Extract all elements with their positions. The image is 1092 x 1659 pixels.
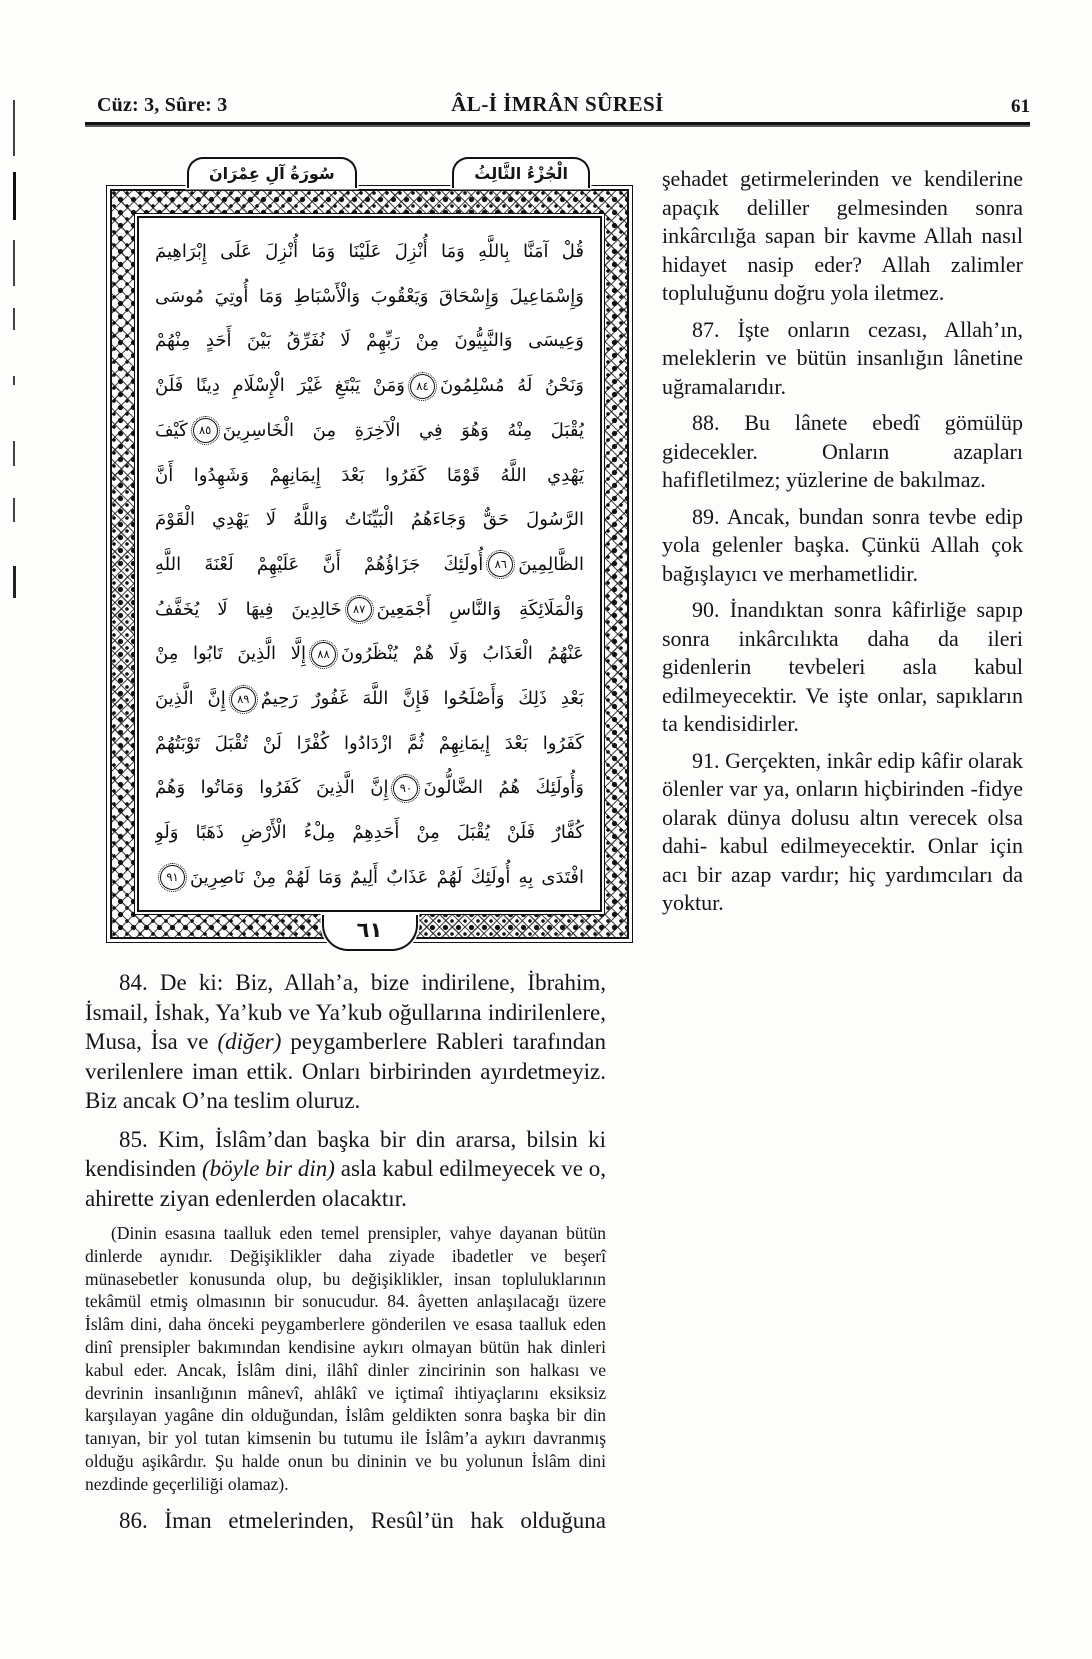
ayah-number-medallion: ٨٧ xyxy=(347,597,372,622)
header-juz-sura-label: Cüz: 3, Sûre: 3 xyxy=(97,94,228,116)
scan-margin-mark xyxy=(13,498,15,522)
scan-margin-mark xyxy=(13,100,15,156)
quran-line: يُقْبَلَ مِنْهُ وَهُوَ فِي الْآخِرَةِ مِنَ الْخَاسِرِينَ٨٥كَيْفَ xyxy=(155,409,584,453)
scan-margin-mark xyxy=(13,566,16,598)
verse-paragraph: 86. İman etmelerinden, Resûl’ün hak olduğuna xyxy=(119,1507,606,1533)
ornamental-border xyxy=(110,189,629,939)
translation-column-right xyxy=(662,165,1023,926)
quran-line: كَفَرُوا بَعْدَ إِيمَانِهِمْ ثُمَّ ازْدَادُوا كُفْرًا لَنْ تُقْبَلَ تَوْبَتُهُمْ xyxy=(155,732,584,754)
verse-paragraph: 89. Ancak, bundan sonra tevbe edip yola gelenler başka. Çünkü Allah çok bağışlayıcı ve merhametlidir. xyxy=(662,503,1023,586)
quran-line: الظَّالِمِينَ٨٦أُولَئِكَ جَزَاؤُهُمْ أَنَّ عَلَيْهِمْ لَعْنَةَ اللَّهِ xyxy=(155,543,584,587)
quran-line: قُلْ آمَنَّا بِاللَّهِ وَمَا أُنْزِلَ عَلَيْنَا وَمَا أُنْزِلَ عَلَى إِبْرَاهِيمَ xyxy=(155,241,584,262)
ayah-number-medallion: ٩٠ xyxy=(393,776,418,801)
arabic-page-number-cartouche: ٦١ xyxy=(322,915,418,951)
quran-line: وَعِيسَى وَالنَّبِيُّونَ مِنْ رَبِّهِمْ لَا نُفَرِّقُ بَيْنَ أَحَدٍ مِنْهُمْ xyxy=(155,330,584,352)
scan-margin-mark xyxy=(13,441,15,466)
verse-paragraph: 87. İşte onların cezası, Allah’ın, meleklerin ve bütün insanlığın lânetine uğramalarıdır. xyxy=(662,316,1023,399)
juz-cartouche: الْجُزْءُ الثَّالِثُ xyxy=(452,157,590,188)
verse-paragraph: 90. İnandıktan sonra kâfirliğe sapıp sonra inkârcılıkta daha da ileri gidenlerin tevbeleri asla kabul edilmeyecektir. Ve işte onlar, sapıkların ta kendisidirler. xyxy=(662,597,1023,736)
ayah-number-medallion: ٨٨ xyxy=(311,642,336,667)
translation-column-left xyxy=(85,968,606,1535)
scan-margin-mark xyxy=(13,240,15,286)
verse-paragraph: 88. Bu lânete ebedî gömülüp gidecekler. Onların azapları hafifletilmez; yüzlerine de bakılmaz. xyxy=(662,410,1023,492)
scan-margin-mark xyxy=(13,308,15,330)
ayah-number-medallion: ٨٤ xyxy=(410,374,435,399)
quran-line: وَالْمَلَائِكَةِ وَالنَّاسِ أَجْمَعِينَ٨٧خَالِدِينَ فِيهَا لَا يُخَفَّفُ xyxy=(155,588,584,632)
ayah-number-medallion: ٨٥ xyxy=(193,418,218,443)
ayah-number-medallion: ٩١ xyxy=(160,865,185,890)
ayah-number-medallion: ٨٦ xyxy=(488,552,513,577)
sura-cartouche: سُورَةُ آلِ عِمْرَانَ xyxy=(187,157,357,188)
quran-page-frame xyxy=(106,164,633,943)
arabic-text-block xyxy=(137,216,602,912)
verse-paragraph: şehadet getirmelerinden ve kendilerine apaçık deliller gelmesinden sonra inkârcılığa sapan bir kavme Allah nasıl hidayet nasip eder? Allah zalimler topluluğunu doğru yola iletmez. xyxy=(662,166,1023,305)
quran-line: افْتَدَى بِهِ أُولَئِكَ لَهُمْ عَذَابٌ أَلِيمٌ وَمَا لَهُمْ مِنْ نَاصِرِينَ٩١ xyxy=(155,856,584,900)
verse-paragraph: 91. Gerçekten, inkâr edip kâfir olarak ölenler var ya, onların hiçbirinden -fidye olarak dünya dolusu altın verecek olsa dahi- kabul edilmeyecektir. Onlar için acı bir azap vardır; hiç yardımcıları da yoktur. xyxy=(662,747,1023,915)
quran-line: يَهْدِي اللَّهُ قَوْمًا كَفَرُوا بَعْدَ إِيمَانِهِمْ وَشَهِدُوا أَنَّ xyxy=(155,464,584,486)
verse-paragraph: 84. De ki: Biz, Allah’a, bize indirilene, İbrahim, İsmail, İshak, Ya’kub ve Ya’kub oğullarına indirilenlere, Musa, İsa ve (diğer) peygamberlere Rableri tarafından verilenlere iman ettik. Onları birbirinden ayırdetmeyiz. Biz ancak O’na teslim oluruz. xyxy=(85,970,607,1113)
quran-line: بَعْدِ ذَلِكَ وَأَصْلَحُوا فَإِنَّ اللَّهَ غَفُورٌ رَحِيمٌ٨٩إِنَّ الَّذِينَ xyxy=(155,677,584,721)
page-number: 61 xyxy=(1011,96,1030,117)
running-header xyxy=(85,92,1030,122)
header-rule xyxy=(85,122,1030,127)
quran-line: وَأُولَئِكَ هُمُ الضَّالُّونَ٩٠إِنَّ الَّذِينَ كَفَرُوا وَمَاتُوا وَهُمْ xyxy=(155,766,584,810)
page-title: ÂL-İ İMRÂN SÛRESİ xyxy=(451,92,664,116)
quran-line: وَنَحْنُ لَهُ مُسْلِمُونَ٨٤وَمَنْ يَبْتَغِ غَيْرَ الْإِسْلَامِ دِينًا فَلَنْ xyxy=(155,364,584,408)
quran-line: عَنْهُمُ الْعَذَابُ وَلَا هُمْ يُنْظَرُونَ٨٨إِلَّا الَّذِينَ تَابُوا مِنْ xyxy=(155,632,584,676)
quran-line: الرَّسُولَ حَقٌّ وَجَاءَهُمُ الْبَيِّنَاتُ وَاللَّهُ لَا يَهْدِي الْقَوْمَ xyxy=(155,509,584,531)
commentary-paragraph: (Dinin esasına taalluk eden temel prensipler, vahye dayanan bütün dinlerde aynıdır. Değişiklikler daha ziyade ibadetler ve beşerî münasebetler konusunda olup, bu değişiklikler, insan topluluklarının tekâmül etmiş olmasının bir sonucudur. 84. âyetten anlaşılacağı üzere İslâm dini, daha önceki peygamberlere gönderilen ve esasa taalluk eden dinî prensipler bakımından kendisine aykırı olmayan bütün hak dinleri kabul eder. Ancak, İslâm dini, ilâhî dinler zincirinin son halkası ve devrinin insanlığının mânevî, ahlâkî ve içtimaî ihtiyaçlarını eksiksiz karşılayan yagâne din olduğundan, İslâm geldikten sonra başka bir din tanıyan, bir yol tutan kimsenin bu tutumu ile İslâm’a aykırı davranmış olduğu aşikârdır. Şu halde onun bu dininin ve bu yolunun İslâm dini nezdinde geçerliliği olamaz). xyxy=(85,1223,606,1494)
quran-line: وَإِسْمَاعِيلَ وَإِسْحَاقَ وَيَعْقُوبَ وَالْأَسْبَاطِ وَمَا أُوتِيَ مُوسَى xyxy=(155,285,584,307)
verse-paragraph: 85. Kim, İslâm’dan başka bir din ararsa, bilsin ki kendisinden (böyle bir din) asla kabul edilmeyecek ve o, ahirette ziyan edenlerden olacaktır. xyxy=(85,1126,607,1211)
quran-line: كُفَّارٌ فَلَنْ يُقْبَلَ مِنْ أَحَدِهِمْ مِلْءُ الْأَرْضِ ذَهَبًا وَلَوِ xyxy=(155,822,584,844)
scan-margin-mark xyxy=(13,376,15,385)
ayah-number-medallion: ٨٩ xyxy=(231,687,256,712)
scan-margin-mark xyxy=(13,172,16,220)
